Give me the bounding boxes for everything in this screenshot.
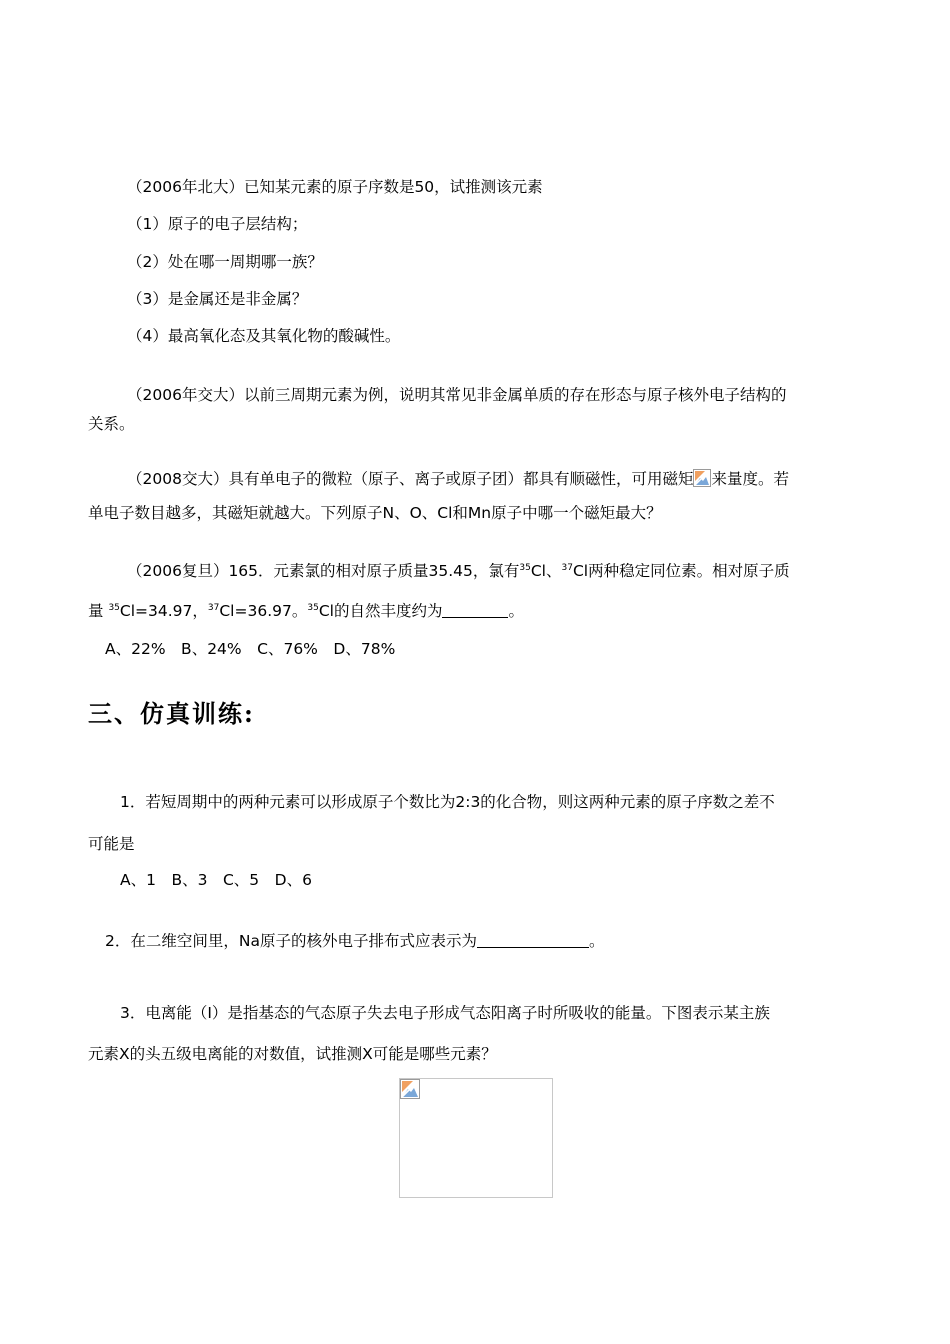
q2006-beida-item-1: （1）原子的电子层结构； [127,215,308,233]
q2006-beida-intro: （2006年北大）已知某元素的原子序数是50，试推测该元素 [127,178,543,196]
isotope-35-sup: 35 [307,603,319,613]
broken-image-icon [400,1079,420,1103]
q2006-fudan-line2d: Cl的自然丰度约为 [318,602,443,620]
q2006-jiaoda-line2: 关系。 [88,415,135,433]
q1-line2: 可能是 [88,835,135,853]
ionization-energy-figure [399,1078,553,1198]
q2008-jiaoda-line1 [127,469,789,489]
q2006-fudan-line2e: 。 [508,602,524,620]
q2006-beida-item-2: （2）处在哪一周期哪一族？ [127,253,323,271]
q2006-beida-item-4: （4）最高氧化态及其氧化物的酸碱性。 [127,327,401,345]
broken-image-icon [693,469,711,487]
answer-blank[interactable] [477,931,589,948]
q2-end: 。 [588,932,605,950]
q2008-jiaoda-line1a: （2008交大）具有单电子的微粒（原子、离子或原子团）都具有顺磁性，可用磁矩 [127,470,694,488]
isotope-35-sup: 35 [519,563,531,573]
q2006-fudan-line1 [127,561,790,581]
q2006-fudan-line2c: Cl=36.97。 [219,602,308,620]
q3-line1: 3．电离能（I）是指基态的气态原子失去电子形成气态阳离子时所吸收的能量。下图表示某主族 [120,1004,770,1022]
section-heading: 三、仿真训练: [88,699,255,728]
q2006-jiaoda-line1: （2006年交大）以前三周期元素为例，说明其常见非金属单质的存在形态与原子核外电子结构的 [127,386,787,404]
q1-options: A、1 B、3 C、5 D、6 [120,871,312,889]
q1-line1: 1．若短周期中的两种元素可以形成原子个数比为2:3的化合物，则这两种元素的原子序数之差不 [120,793,775,811]
q2006-beida-item-3: （3）是金属还是非金属？ [127,290,308,308]
isotope-37-sup: 37 [561,563,573,573]
q2006-fudan-line2b: Cl=34.97， [119,602,208,620]
q2006-fudan-line1a: （2006复旦）165．元素氯的相对原子质量35.45，氯有 [127,562,520,580]
q2006-fudan-line2 [88,601,524,621]
q2008-jiaoda-line1b: 来量度。若 [711,470,789,488]
q3-line2: 元素X的头五级电离能的对数值，试推测X可能是哪些元素？ [88,1045,497,1063]
q2006-fudan-line2a: 量 [88,602,104,620]
q2-text: 2．在二维空间里，Na原子的核外电子排布式应表示为 [105,932,477,950]
q2006-fudan-options: A、22% B、24% C、76% D、78% [105,640,396,658]
cl-text: Cl、 [530,562,562,580]
isotope-37-sup: 37 [207,603,220,613]
q2-line [105,931,604,951]
q2008-jiaoda-line2: 单电子数目越多，其磁矩就越大。下列原子N、O、Cl和Mn原子中哪一个磁矩最大？ [88,504,662,522]
q2006-fudan-line1b: Cl两种稳定同位素。相对原子质 [572,562,790,580]
isotope-35-sup: 35 [108,603,120,613]
answer-blank[interactable] [442,601,508,618]
